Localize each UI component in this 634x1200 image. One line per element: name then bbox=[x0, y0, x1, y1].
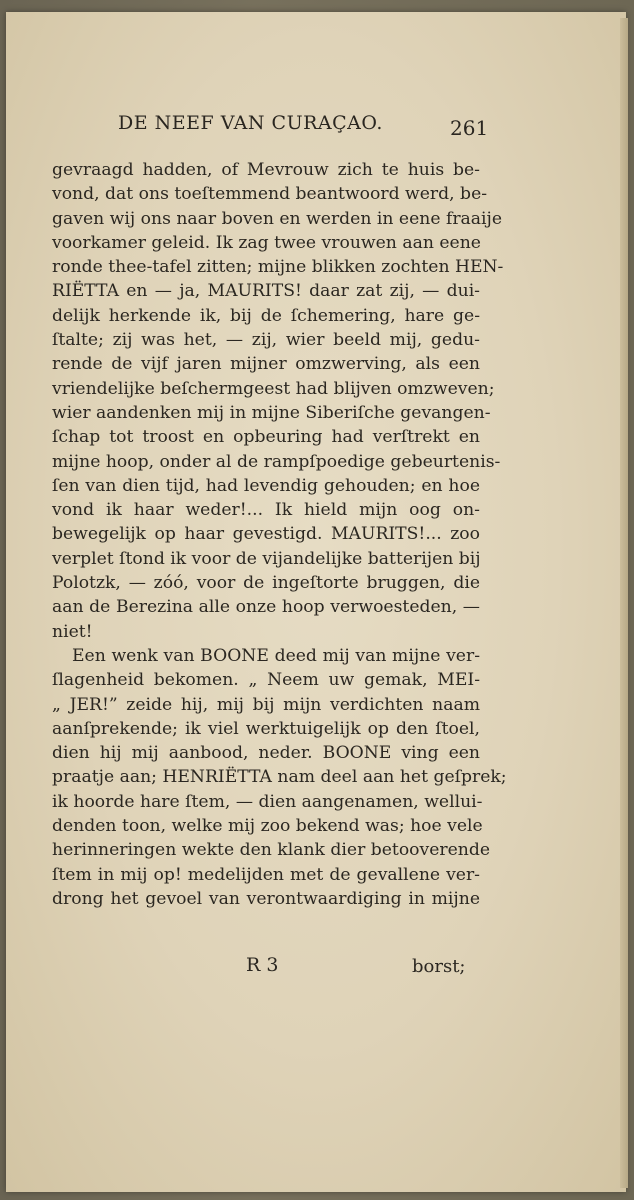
text-line: ſen van dien tijd, had levendig gehouden; en hoe bbox=[52, 475, 480, 496]
catchword: borst; bbox=[412, 956, 466, 977]
text-line: gaven wij ons naar boven en werden in eene fraaije bbox=[52, 208, 503, 229]
signature-mark: R 3 bbox=[246, 954, 279, 976]
text-line: rende de vijf jaren mijner omzwerving, als een bbox=[52, 354, 480, 375]
text-line: bewegelijk op haar gevestigd. MAURITS!... zoo bbox=[52, 524, 480, 545]
text-line: niet! bbox=[52, 621, 93, 642]
text-line: gevraagd hadden, of Mevrouw zich te huis be- bbox=[52, 160, 480, 180]
text-line: RIËTTA en — ja, MAURITS! daar zat zij, — dui- bbox=[52, 281, 480, 302]
text-line: ſtem in mij op! medelijden met de gevallene ver- bbox=[52, 864, 480, 885]
body-text bbox=[52, 158, 507, 911]
text-line: voorkamer geleid. Ik zag twee vrouwen aan eene bbox=[52, 232, 481, 253]
text-line: herinneringen wekte den klank dier betooverende bbox=[52, 840, 491, 861]
text-line: ik hoorde hare ſtem, — dien aangenamen, wellui- bbox=[52, 791, 483, 812]
text-line: aanſprekende; ik viel werktuigelijk op den ſtoel, bbox=[52, 718, 480, 739]
text-line: dien hij mij aanbood, neder. BOONE ving een bbox=[52, 743, 480, 764]
text-line: ſtalte; zij was het, — zij, wier beeld mij, gedu- bbox=[52, 330, 480, 351]
page-number: 261 bbox=[450, 116, 489, 140]
text-line: „ JER!” zeide hij, mij bij mijn verdichten naam bbox=[52, 694, 480, 715]
text-line: ſchap tot troost en opbeuring had verſtrekt en bbox=[52, 427, 480, 448]
text-line: ſlagenheid bekomen. „ Neem uw gemak, MEI- bbox=[52, 670, 480, 691]
text-line: vriendelijke beſchermgeest had blijven omzweven; bbox=[52, 378, 495, 399]
text-line: denden toon, welke mij zoo bekend was; hoe vele bbox=[52, 816, 483, 837]
text-line: delijk herkende ik, bij de ſchemering, hare ge- bbox=[52, 305, 480, 326]
text-line: praatje aan; HENRIËTTA nam deel aan het geſprek; bbox=[52, 767, 507, 788]
text-line: ronde thee-tafel zitten; mijne blikken zochten HEN- bbox=[52, 257, 504, 278]
page-edge bbox=[620, 18, 628, 1188]
text-line: vond, dat ons toeſtemmend beantwoord werd, be- bbox=[52, 184, 488, 205]
text-line: Een wenk van BOONE deed mij van mijne ver- bbox=[72, 645, 480, 666]
text-line: vond ik haar weder!... Ik hield mijn oog on- bbox=[52, 500, 480, 521]
text-line: Polotzk, — zóó, voor de ingeſtorte bruggen, die bbox=[52, 573, 480, 594]
text-line: mijne hoop, onder al de rampſpoedige gebeurtenis- bbox=[52, 451, 501, 472]
text-line: verplet ſtond ik voor de vijandelijke batterijen bij bbox=[52, 548, 481, 569]
text-line: aan de Berezina alle onze hoop verwoesteden, — bbox=[52, 597, 480, 618]
running-head: DE NEEF VAN CURAÇAO. bbox=[118, 112, 383, 134]
text-line: wier aandenken mij in mijne Siberiſche gevangen- bbox=[52, 402, 491, 423]
page-header bbox=[118, 112, 488, 134]
text-line: drong het gevoel van verontwaardiging in mijne bbox=[52, 888, 480, 909]
